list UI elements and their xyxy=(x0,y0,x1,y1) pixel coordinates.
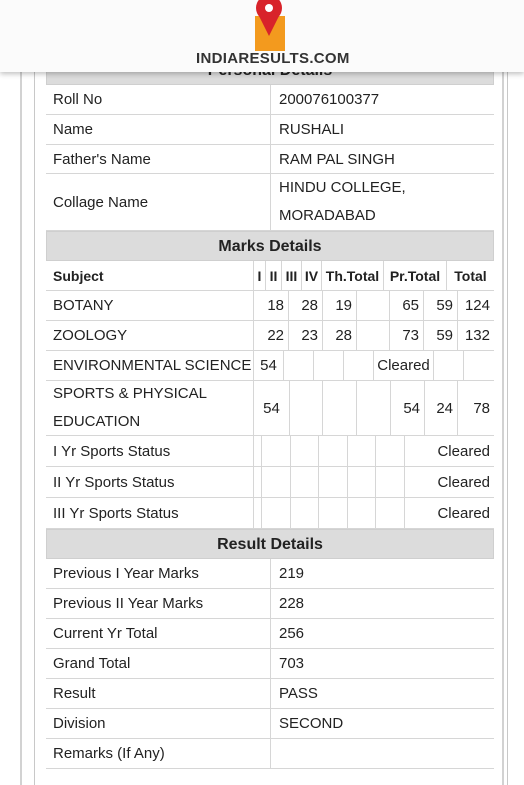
mark-i: 18 xyxy=(254,291,289,320)
col-pr-total: Pr.Total xyxy=(384,261,447,290)
mark-cell: 54 xyxy=(391,381,425,435)
status-cell xyxy=(254,436,262,466)
sports-status-label: III Yr Sports Status xyxy=(46,498,254,528)
current-total-value: 256 xyxy=(279,625,305,642)
mark-cell xyxy=(284,351,314,380)
sports-status-row xyxy=(46,498,494,529)
father-name-label: Father's Name xyxy=(46,145,271,173)
status-cell xyxy=(254,498,262,528)
subject-name: ENVIRONMENTAL SCIENCE xyxy=(46,351,254,380)
roll-no-label: Roll No xyxy=(46,85,271,114)
subject-name: BOTANY xyxy=(46,291,254,320)
division-label: Division xyxy=(46,709,271,738)
mark-cell xyxy=(357,381,391,435)
mark-th-total: 73 xyxy=(390,321,424,350)
marks-row-sports-education xyxy=(46,381,494,436)
mark-iv xyxy=(357,321,390,350)
mark-total: 124 xyxy=(464,297,490,314)
result-card xyxy=(46,54,494,769)
result-row xyxy=(46,649,494,679)
mark-cell: 78 xyxy=(473,399,490,417)
result-label: Result xyxy=(46,679,271,708)
college-name-line: MORADABAD xyxy=(279,207,376,224)
mark-cell xyxy=(344,351,374,380)
roll-no-value: 200076100377 xyxy=(279,91,380,108)
personal-row xyxy=(46,115,494,145)
mark-i: 22 xyxy=(254,321,289,350)
name-label: Name xyxy=(46,115,271,144)
mark-cell xyxy=(323,381,357,435)
mark-iii: 19 xyxy=(323,291,357,320)
status-cell xyxy=(348,467,376,497)
status-cell xyxy=(319,467,348,497)
grand-total-value: 703 xyxy=(279,655,305,672)
mark-cell: 54 xyxy=(254,351,284,380)
logo-text: INDIARESULTS.COM xyxy=(196,50,350,67)
college-name-label: Collage Name xyxy=(46,174,271,230)
division-value: SECOND xyxy=(279,715,344,732)
status-cell xyxy=(254,467,262,497)
mark-ii: 23 xyxy=(289,321,323,350)
frame-right-border xyxy=(502,0,504,785)
subject-name-line: SPORTS & PHYSICAL xyxy=(53,385,207,402)
sports-status-value: Cleared xyxy=(437,504,490,522)
prev-year1-label: Previous I Year Marks xyxy=(46,559,271,588)
mark-cell: 54 xyxy=(254,381,290,435)
college-name-value xyxy=(271,174,494,230)
marks-header-row xyxy=(46,261,494,291)
subject-name: ZOOLOGY xyxy=(46,321,254,350)
result-row xyxy=(46,559,494,589)
col-i: I xyxy=(254,261,266,290)
mark-cell: Cleared xyxy=(374,351,434,380)
mark-cell xyxy=(464,351,494,380)
mark-cell xyxy=(314,351,344,380)
sports-status-row xyxy=(46,467,494,498)
mark-cell: 24 xyxy=(425,381,458,435)
mark-pr-total: 59 xyxy=(424,321,458,350)
personal-row xyxy=(46,174,494,231)
status-cell xyxy=(376,436,405,466)
result-row xyxy=(46,589,494,619)
col-total: Total xyxy=(454,267,487,284)
remarks-value xyxy=(271,739,494,768)
grand-total-label: Grand Total xyxy=(46,649,271,678)
status-cell xyxy=(348,498,376,528)
col-th-total: Th.Total xyxy=(322,261,384,290)
status-cell xyxy=(262,467,291,497)
status-cell xyxy=(291,436,319,466)
frame-left-inner xyxy=(34,72,35,785)
mark-total: 132 xyxy=(464,327,490,344)
marks-row-zoology xyxy=(46,321,494,351)
col-iii: III xyxy=(282,261,302,290)
status-cell xyxy=(291,467,319,497)
mark-ii: 28 xyxy=(289,291,323,320)
prev-year1-value: 219 xyxy=(279,565,305,582)
status-cell xyxy=(319,436,348,466)
result-row xyxy=(46,739,494,769)
status-cell xyxy=(262,436,291,466)
sports-status-label: I Yr Sports Status xyxy=(46,436,254,466)
result-heading-text: Result Details xyxy=(217,536,323,553)
status-cell xyxy=(319,498,348,528)
college-name-line: HINDU COLLEGE, xyxy=(279,179,406,196)
subject-name-line: EDUCATION xyxy=(53,413,141,430)
map-pin-icon xyxy=(196,0,346,52)
result-details-heading xyxy=(46,529,494,559)
status-cell xyxy=(376,498,405,528)
status-cell xyxy=(291,498,319,528)
mark-pr-total: 59 xyxy=(424,291,458,320)
site-logo[interactable] xyxy=(196,0,350,70)
result-row xyxy=(46,619,494,649)
result-row xyxy=(46,679,494,709)
frame-left-border xyxy=(20,0,22,785)
personal-row xyxy=(46,145,494,174)
marks-row-botany xyxy=(46,291,494,321)
father-name-value: RAM PAL SINGH xyxy=(279,150,395,168)
remarks-label: Remarks (If Any) xyxy=(46,739,271,768)
mark-iii: 28 xyxy=(323,321,357,350)
marks-row-environmental xyxy=(46,351,494,381)
sports-status-label: II Yr Sports Status xyxy=(46,467,254,497)
result-row xyxy=(46,709,494,739)
mark-iv xyxy=(357,291,390,320)
name-value: RUSHALI xyxy=(279,121,345,138)
mark-th-total: 65 xyxy=(390,291,424,320)
frame-right-inner xyxy=(507,72,508,785)
marks-details-heading xyxy=(46,231,494,261)
mark-cell xyxy=(290,381,323,435)
current-total-label: Current Yr Total xyxy=(46,619,271,648)
status-cell xyxy=(376,467,405,497)
sports-status-value: Cleared xyxy=(437,473,490,491)
col-subject: Subject xyxy=(46,261,254,290)
personal-row xyxy=(46,85,494,115)
col-iv: IV xyxy=(302,261,322,290)
sports-status-value: Cleared xyxy=(437,442,490,460)
sports-status-row xyxy=(46,436,494,467)
prev-year2-label: Previous II Year Marks xyxy=(46,589,271,618)
status-cell xyxy=(262,498,291,528)
prev-year2-value: 228 xyxy=(279,595,305,612)
status-cell xyxy=(348,436,376,466)
result-value: PASS xyxy=(279,685,318,702)
site-header xyxy=(0,0,524,72)
mark-cell xyxy=(434,351,464,380)
subject-name xyxy=(46,381,254,435)
marks-heading-text: Marks Details xyxy=(218,238,322,255)
col-ii: II xyxy=(266,261,282,290)
